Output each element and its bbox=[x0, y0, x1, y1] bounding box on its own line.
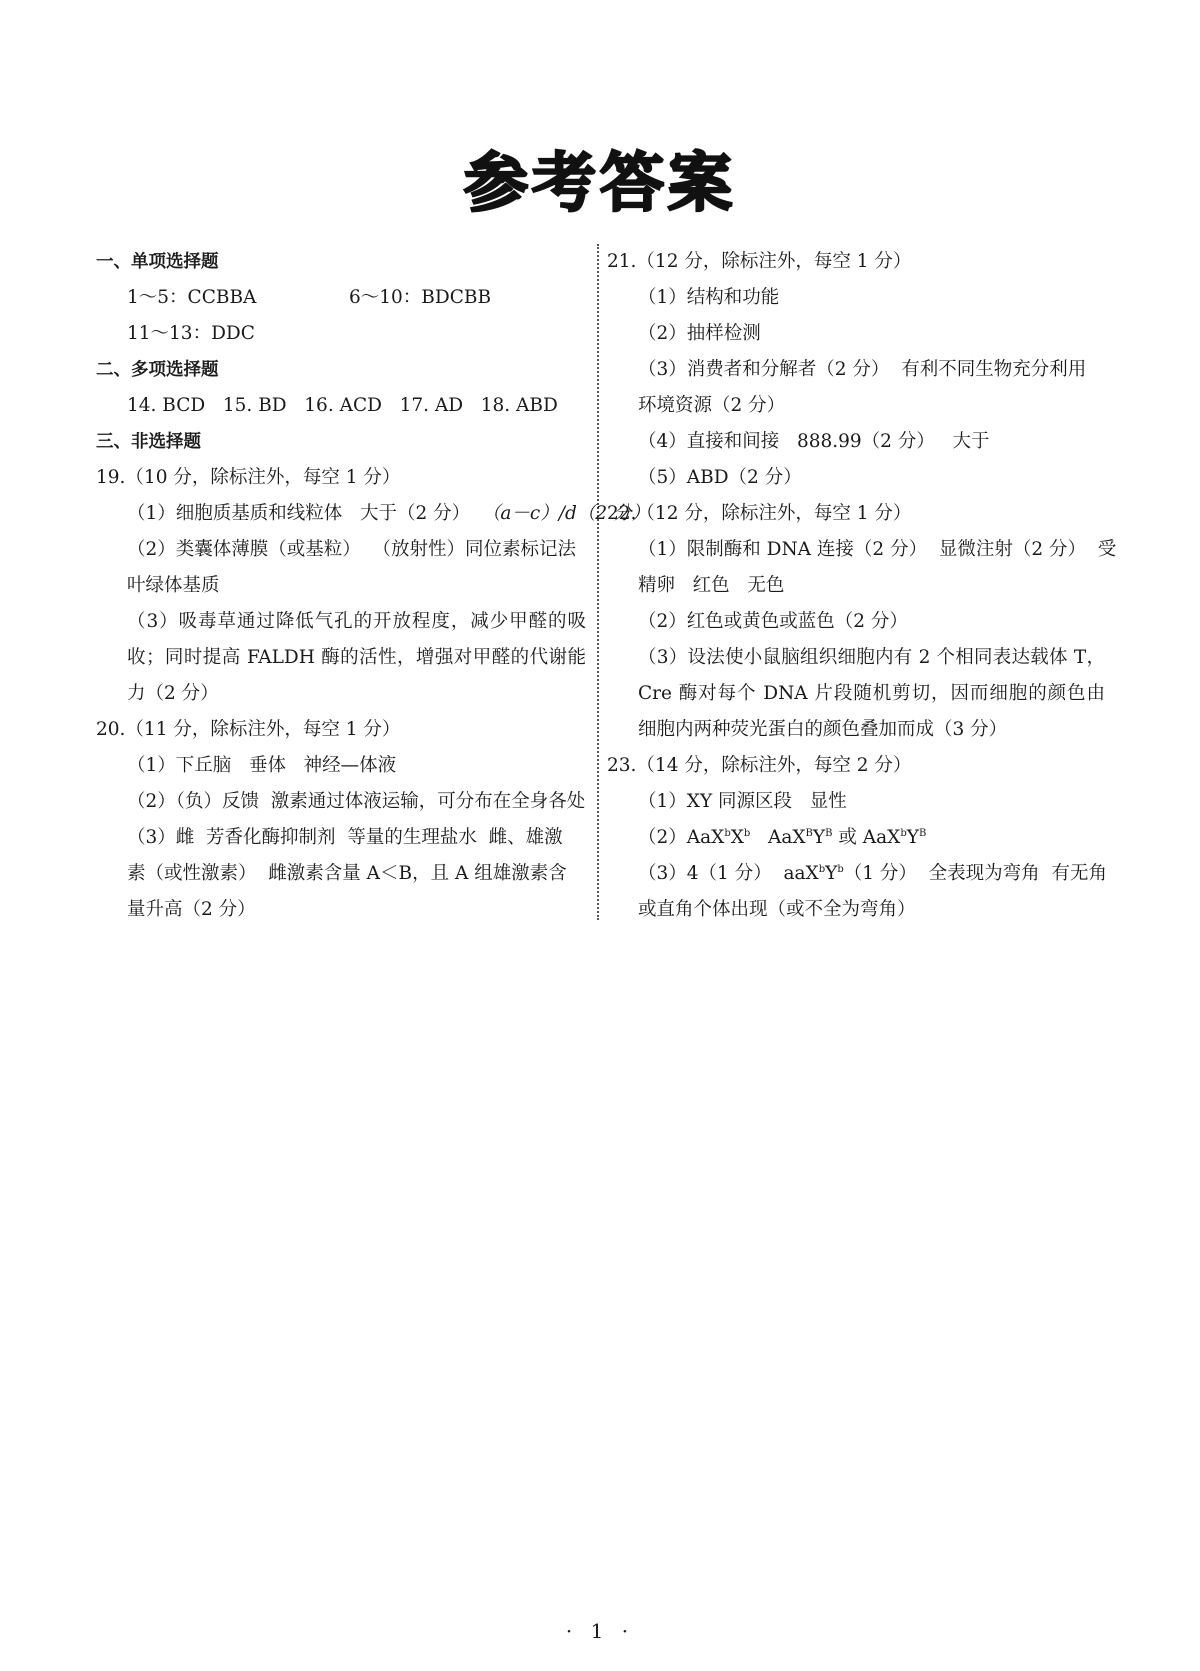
question-header: 20.（11 分，除标注外，每空 1 分） bbox=[96, 719, 401, 740]
answer-line: （3）设法使小鼠脑组织细胞内有 2 个相同表达载体 T， bbox=[638, 647, 1105, 668]
answer-text: 素（或性激素） bbox=[127, 863, 257, 884]
answer-line bbox=[96, 532, 586, 568]
answer-line: 或直角个体出现（或不全为弯角） bbox=[638, 899, 916, 920]
answer-text: 有无角 bbox=[1051, 863, 1107, 884]
section-heading-non-choice: 三、非选择题 bbox=[96, 432, 201, 452]
section-heading-multi-choice: 二、多项选择题 bbox=[96, 360, 219, 380]
answer-line: （2）红色或黄色或蓝色（2 分） bbox=[638, 611, 908, 632]
answer-line: （5）ABD（2 分） bbox=[638, 467, 802, 488]
answer-range: 1～5：CCBBA bbox=[127, 287, 257, 308]
answer-text: （2）类囊体薄膜（或基粒） bbox=[127, 539, 361, 560]
answer-line: 环境资源（2 分） bbox=[638, 395, 786, 416]
answer-text: 888.99（2 分） bbox=[796, 431, 935, 452]
page-number: · 1 · bbox=[565, 1619, 635, 1643]
answer-item: 16. ACD bbox=[304, 395, 382, 416]
answer-line: 量升高（2 分） bbox=[127, 899, 256, 920]
answer-text: （2） bbox=[638, 827, 687, 848]
answer-item: 18. ABD bbox=[480, 395, 558, 416]
answer-line bbox=[96, 388, 586, 424]
genotype: $aaX^bY^b$ bbox=[783, 863, 844, 884]
answer-line bbox=[96, 856, 586, 892]
answer-line bbox=[607, 820, 1105, 856]
left-column bbox=[96, 244, 650, 928]
answer-line bbox=[607, 784, 1105, 820]
answer-text: 显微注射（2 分） bbox=[938, 539, 1086, 560]
answer-text: 雌激素含量 A＜B，且 A 组雄激素含 bbox=[268, 863, 567, 884]
answer-text: 大于 bbox=[952, 431, 990, 452]
answer-text: （1）XY 同源区段 bbox=[638, 791, 793, 812]
answer-line: （1）结构和功能 bbox=[638, 287, 780, 308]
question-header: 23.（14 分，除标注外，每空 2 分） bbox=[607, 755, 912, 776]
answer-text: 等量的生理盐水 bbox=[347, 827, 477, 848]
answer-line: 叶绿体基质 bbox=[127, 575, 220, 596]
answer-text: （3）4（1 分） bbox=[638, 863, 772, 884]
answer-line bbox=[607, 424, 1105, 460]
answer-text: （3）消费者和分解者（2 分） bbox=[638, 359, 890, 380]
answer-line: （3）吸毒草通过降低气孔的开放程度，减少甲醛的吸 bbox=[127, 611, 586, 632]
answer-text: 显性 bbox=[809, 791, 847, 812]
question-header: 22.（12 分，除标注外，每空 1 分） bbox=[607, 503, 912, 524]
question-header: 21.（12 分，除标注外，每空 1 分） bbox=[607, 251, 912, 272]
answer-line: （2）抽样检测 bbox=[638, 323, 761, 344]
answer-line: 细胞内两种荧光蛋白的颜色叠加而成（3 分） bbox=[638, 719, 1008, 740]
answer-text: 无色 bbox=[747, 575, 785, 596]
answer-line: Cre 酶对每个 DNA 片段随机剪切，因而细胞的颜色由 bbox=[638, 683, 1105, 704]
answer-text: 全表现为弯角 bbox=[928, 863, 1040, 884]
answer-line: 力（2 分） bbox=[127, 683, 219, 704]
genotype: $AaX^bX^b$ bbox=[686, 827, 751, 848]
answer-text: （3）雌 bbox=[127, 827, 195, 848]
genotype: $AaX^bY^B$ bbox=[862, 827, 927, 848]
page-title: 参考答案 bbox=[464, 147, 736, 221]
answer-line bbox=[607, 568, 1105, 604]
answer-text: 大于（2 分） bbox=[359, 503, 471, 524]
answer-text: （放射性）同位素标记法 bbox=[372, 539, 577, 560]
answer-line bbox=[96, 496, 650, 532]
answer-text: 有利不同生物充分利用 bbox=[901, 359, 1087, 380]
answer-line bbox=[96, 784, 586, 820]
answer-text: （1）限制酶和 DNA 连接（2 分） bbox=[638, 539, 928, 560]
question-header: 19.（10 分，除标注外，每空 1 分） bbox=[96, 467, 401, 488]
column-divider bbox=[597, 244, 599, 920]
answer-text: （1）细胞质基质和线粒体 bbox=[127, 503, 343, 524]
answer-item: 17. AD bbox=[399, 395, 464, 416]
answer-text: 芳香化酶抑制剂 bbox=[206, 827, 336, 848]
answer-text: （a－c）/d（2 分） bbox=[481, 503, 650, 524]
answer-text: 受 bbox=[1097, 539, 1117, 560]
answer-line bbox=[607, 532, 1117, 568]
answer-range: 6～10：BDCBB bbox=[349, 287, 492, 308]
answer-text: 雌、雄激 bbox=[488, 827, 563, 848]
answer-text: 垂体 bbox=[248, 755, 286, 776]
answer-line bbox=[96, 748, 586, 784]
answer-text: （1）下丘脑 bbox=[127, 755, 232, 776]
genotype: $AaX^BY^B$ bbox=[767, 827, 833, 848]
answer-text: 神经—体液 bbox=[303, 755, 397, 776]
answer-text: （2）（负）反馈 bbox=[127, 791, 260, 812]
answer-text: 红色 bbox=[692, 575, 730, 596]
right-column bbox=[607, 244, 1117, 928]
answer-line bbox=[96, 820, 586, 856]
answer-line bbox=[96, 280, 586, 316]
answer-text: 激素通过体液运输，可分布在全身各处 bbox=[270, 791, 586, 812]
answer-line: 11～13：DDC bbox=[127, 323, 255, 344]
answer-text: 或 bbox=[838, 827, 857, 848]
answer-line: 收；同时提高 FALDH 酶的活性，增强对甲醛的代谢能 bbox=[127, 647, 586, 668]
answer-text: 精卵 bbox=[638, 575, 676, 596]
section-heading-single-choice: 一、单项选择题 bbox=[96, 252, 219, 272]
answer-text: （4）直接和间接 bbox=[638, 431, 780, 452]
answer-line bbox=[607, 352, 1105, 388]
answer-text: （1 分） bbox=[843, 863, 917, 884]
answer-item: 14. BCD bbox=[127, 395, 206, 416]
answer-line bbox=[607, 856, 1105, 892]
answer-item: 15. BD bbox=[222, 395, 287, 416]
